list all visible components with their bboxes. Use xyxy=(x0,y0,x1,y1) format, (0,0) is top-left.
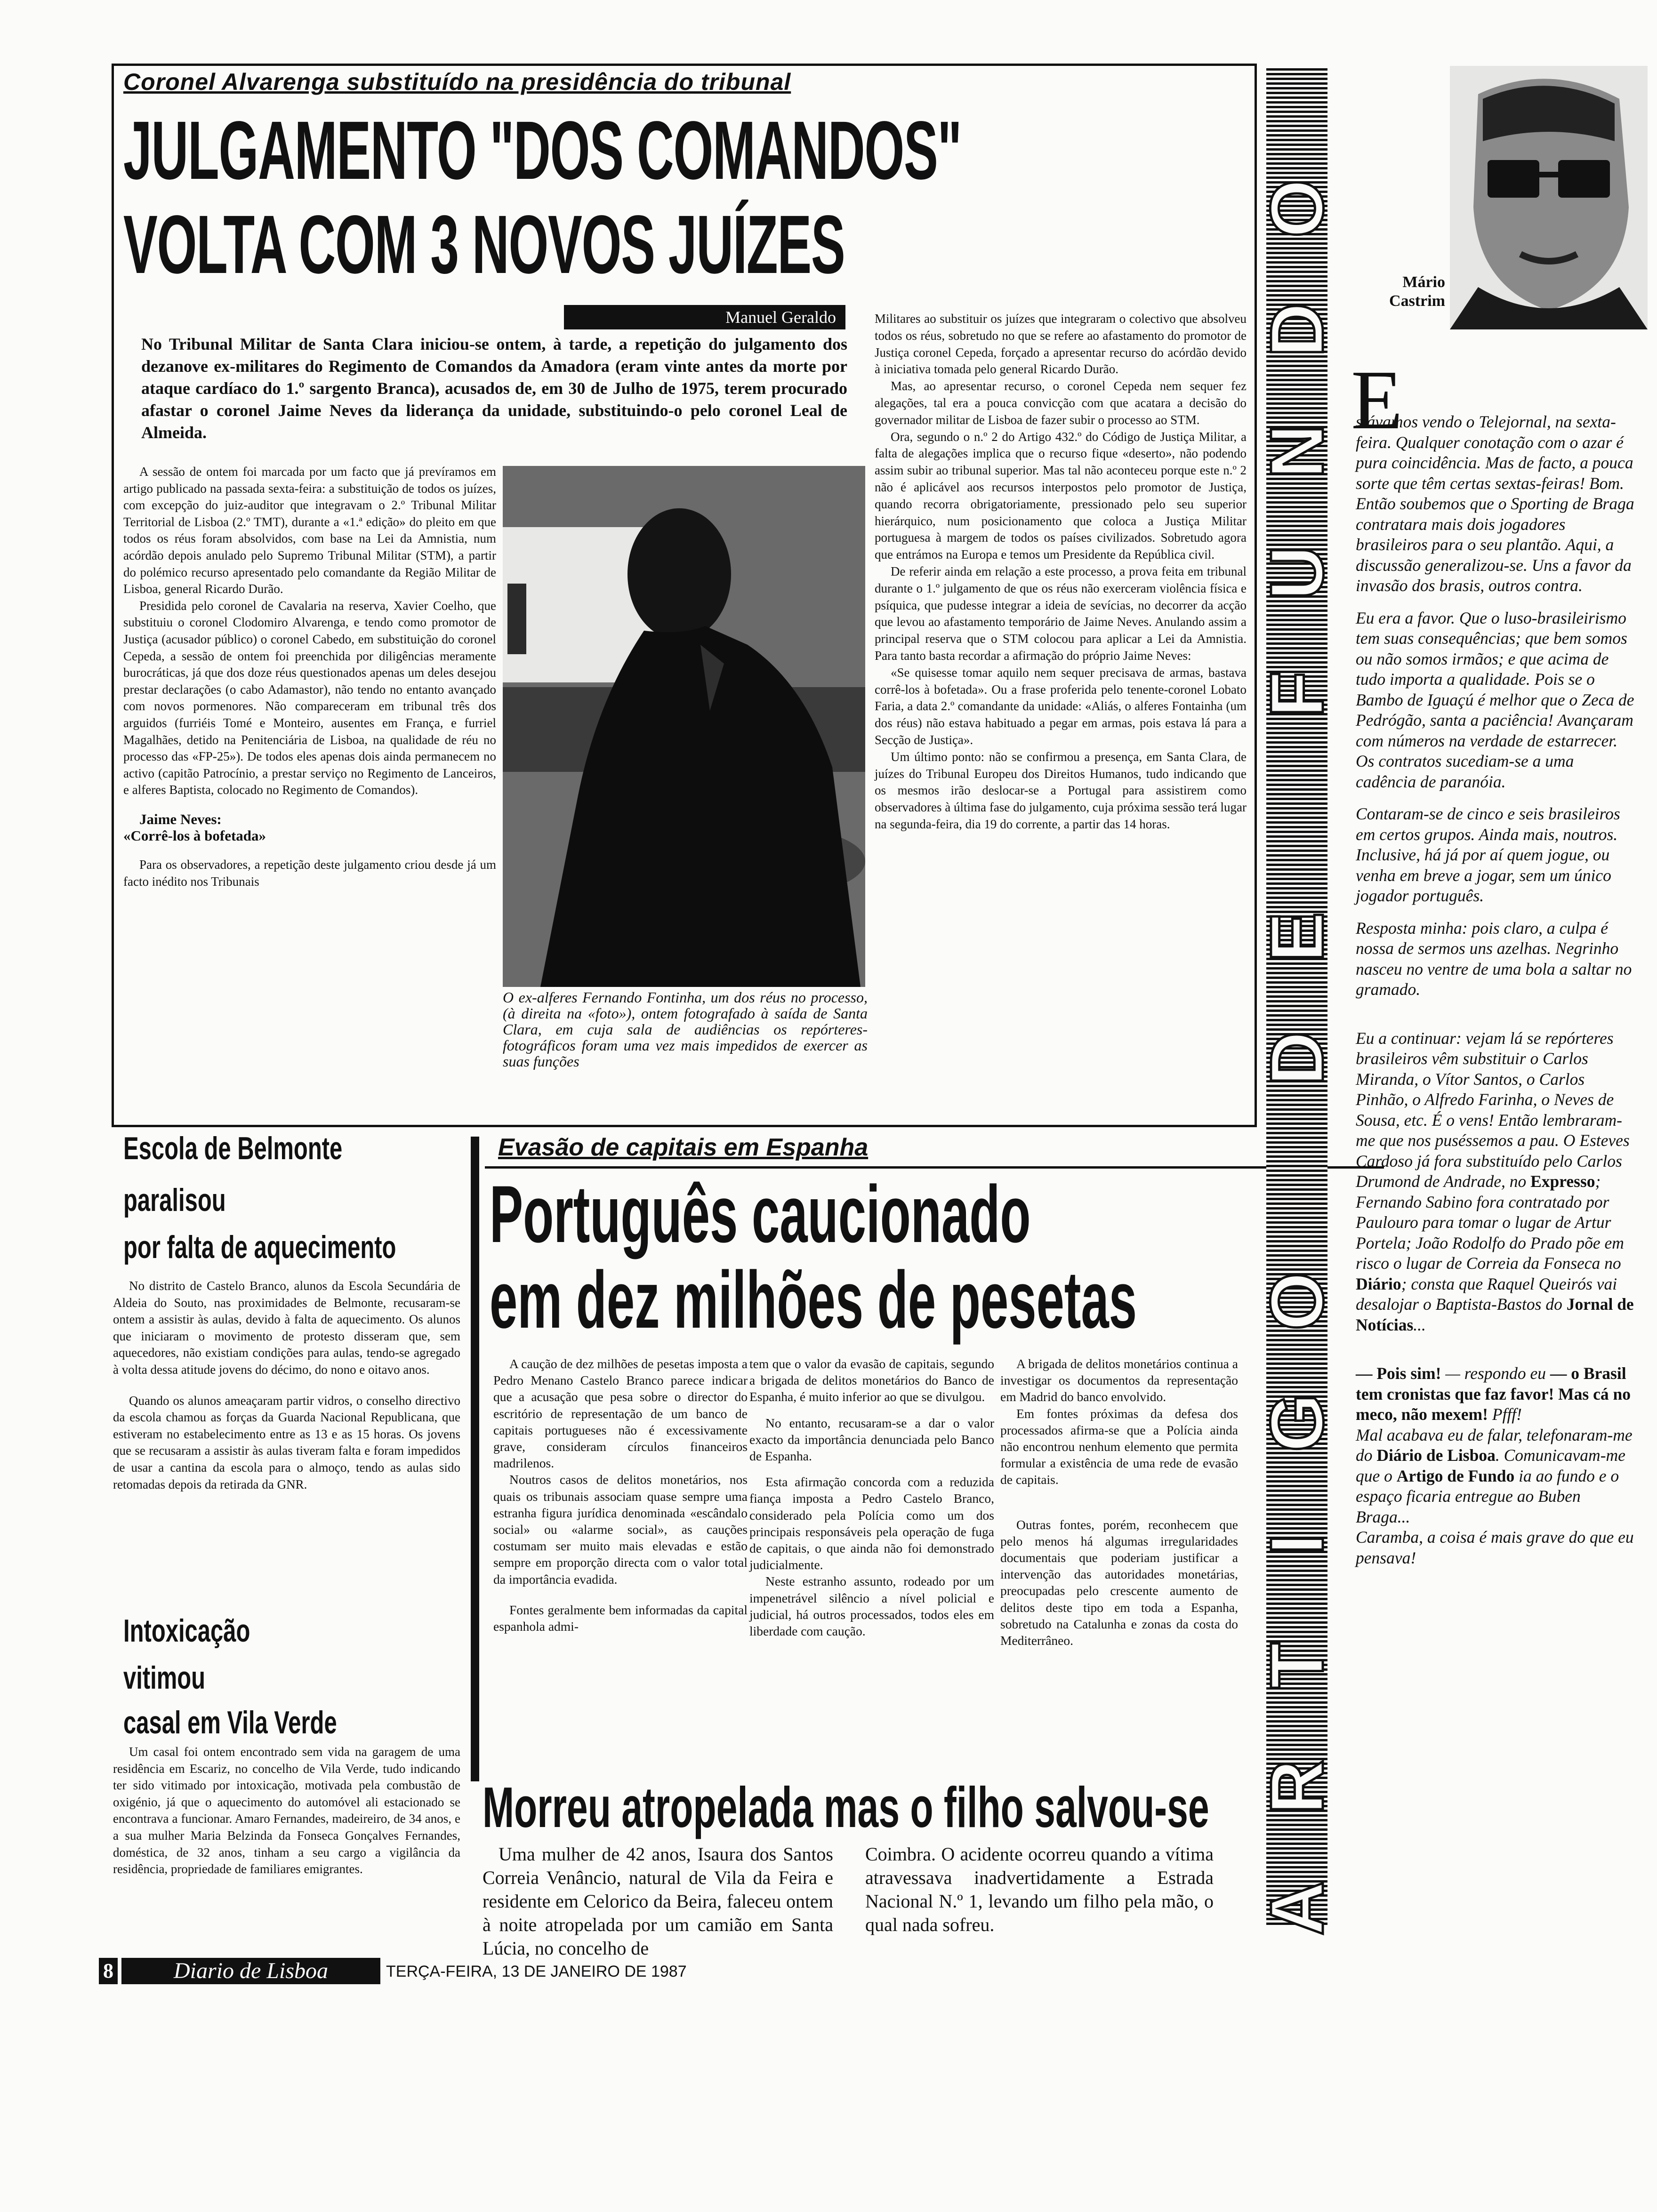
column-p6-a: — Pois sim! xyxy=(1356,1364,1441,1383)
pesetas-c2-p4: Neste estranho assunto, rodeado por um impenetrável silêncio a nível policial e judicial, há outros processados, todos eles em liberdade com caução. xyxy=(749,1574,994,1639)
column-p1 xyxy=(1351,353,1638,596)
main-col3-p4: De referir ainda em relação a este processo, a prova feita em tribunal durante o 1.º julgamento de que os réus não exerceram violência física e psíquica, que pudesse integrar a ideia de sevícias, no decorrer da acção que levou ao afastamento temporário de Jaime Neves. Anulando assim a principal reserva que o STM colocou para aplicar a Lei da Amnistia. Para tanto basta recordar a afirmação do próprio Jaime Neves: xyxy=(875,564,1247,663)
intox-body xyxy=(113,1744,460,1878)
column-p1-text: stávamos vendo o Telejornal, na sexta-feira. Qualquer conotação com o azar é pura coincidência. Mas de facto, a pouca sorte que têm certas sextas-feiras! Bom. Então soubemos que o Sporting de Braga contratara mais dois jogadores brasileiros para o seu plantão. Aqui, a discussão generalizou-se. Uns a favor da invasão dos brasis, outros contra. xyxy=(1356,412,1634,595)
main-col1-p2: Presidida pelo coronel de Cavalaria na reserva, Xavier Coelho, que substituiu o coronel Clodomiro Alvarenga, e tendo como promotor de Justiça (acusador público) o coronel Cabedo, em substituição do coronel Cepeda, a sessão de ontem foi preenchida por diligências meramente burocráticas, já que dos doze réus questionados apenas um deles desejou prestar declarações (o cabo Adamastor), não tendo no entanto avançado com novos pormenores. Não compareceram em tribunal três dos arguidos (furriéis Tomé e Monteiro, ausentes em França, e furriel Magalhães, detido na Penitenciária de Lisboa, na qualidade de réu no processo das «FP-25»). De todos eles apenas dois ainda permanecem no activo (capitão Patrocínio, a prestar serviço no Regimento de Lanceiros, e alferes Baptista, colocado no Regimento de Comandos). xyxy=(123,598,496,797)
main-col3-p6: Um último ponto: não se confirmou a presença, em Santa Clara, de juízes do Tribunal Europeu dos Direitos Humanos, tudo indicando que os mesmos irão deslocar-se a Portugal para assistirem como observadores à última fase do julgamento, cuja próxima sessão terá lugar na segunda-feira, dia 19 do corrente, a partir das 14 horas. xyxy=(875,749,1247,831)
main-col1-p3: Para os observadores, a repetição deste julgamento criou desde já um facto inédito nos Tribunais xyxy=(123,858,496,889)
column-p6-d: Pfff! xyxy=(1488,1405,1522,1424)
column-p6-c: — o Brasil tem cronistas que faz favor! Mas cá no meco, não mexem! xyxy=(1356,1364,1631,1424)
atropelada-col2: Coimbra. O acidente ocorreu quando a vítima atravessava inadvertidamente a Estrada Nacional N.º 1, levando um filho pela mão, o qual nada sofreu. xyxy=(865,1843,1214,1935)
belmonte-headline-2: paralisou xyxy=(123,1182,226,1218)
author-last-name: Castrim xyxy=(1389,292,1445,310)
author-name xyxy=(1389,273,1445,311)
pesetas-col3 xyxy=(1000,1355,1238,1649)
column-p7-dl: Diário de Lisboa xyxy=(1376,1446,1496,1465)
news-photo-figure xyxy=(503,466,865,987)
pesetas-c2-p2: No entanto, recusaram-se a dar o valor exacto da importância denunciada pelo Banco de Espanha. xyxy=(749,1415,994,1464)
pesetas-kicker: Evasão de capitais em Espanha xyxy=(498,1134,869,1161)
column-p5-e: ; consta que Raquel Queirós vai desalojar o Baptista-Bastos do xyxy=(1356,1274,1617,1314)
column-p7-af: Artigo de Fundo xyxy=(1396,1466,1515,1485)
pesetas-c1-p2: Noutros casos de delitos monetários, nos quais os tribunais associam quase sempre uma estranha figura jurídica denominada «escândalo social» ou «alarme social», as cauções costumam ser muito mais elevadas e estão sempre em proporção directa com o valor total da importância evadida. xyxy=(493,1472,748,1587)
vertical-title-letter: A xyxy=(1255,1881,1339,1936)
atropelada-col1: Uma mulher de 42 anos, Isaura dos Santos Correia Venâncio, natural de Vila da Feira e residente em Celorico da Beira, faleceu ontem à noite atropelada por um camião em Santa Lúcia, no concelho de xyxy=(483,1843,833,1959)
main-kicker: Coronel Alvarenga substituído na presidência do tribunal xyxy=(123,69,791,95)
column-p2: Eu era a favor. Que o luso-brasileirismo tem suas consequências; que bem somos ou não somos irmãos; e que acima de tudo importa a qualidade. Pois se o Bambo de Iguaçú é melhor que o Zeca de Pedrógão, santa a paciência! Avançaram com números na verdade de estarrecer. Os contratos sucediam-se a uma cadência de paranóia. xyxy=(1356,608,1634,791)
column-body xyxy=(1351,353,1638,1568)
main-col3-p1: Militares ao substituir os juízes que integraram o colectivo que absolveu todos os réus, sobretudo no que se refere ao afastamento do promotor de Justiça coronel Cepeda, forçado a apresentar recurso do acórdão devido à iniciativa tomada pelo general Ricardo Durão. xyxy=(875,312,1247,377)
column-p5 xyxy=(1356,1028,1638,1336)
pesetas-col2 xyxy=(749,1355,994,1639)
photo-caption: O ex-alferes Fernando Fontinha, um dos réus no processo, (à direita na «foto»), ontem fotografado à saída de Santa Clara, em cuja sala de audiências os repórteres-fotográficos foram uma vez mais impedidos de exercer as suas funções xyxy=(503,989,868,1070)
author-portrait xyxy=(1450,66,1648,329)
intox-headline-2: vitimou xyxy=(123,1660,206,1696)
vertical-title-letter xyxy=(1257,785,1337,846)
vertical-title-letter: E xyxy=(1255,912,1339,962)
author-first-name: Mário xyxy=(1402,273,1445,291)
atropelada-headline: Morreu atropelada mas o filho salvou-se xyxy=(483,1775,1209,1839)
column-p5-diario: Diário xyxy=(1356,1274,1401,1293)
pesetas-c2-p1: tem que o valor da evasão de capitais, segundo a brigada de delitos monetários do Banco de Espanha, é muito inferior ao que se divulgou. xyxy=(749,1356,994,1404)
belmonte-body xyxy=(113,1278,460,1493)
column-p6-b: — respondo eu xyxy=(1441,1364,1550,1383)
main-col1 xyxy=(123,464,496,890)
column-p8: Caramba, a coisa é mais grave do que eu pensava! xyxy=(1356,1528,1634,1567)
pesetas-headline-1: Português caucionado xyxy=(490,1169,1031,1259)
column-p5-c: ; Fernando Sabino fora contratado por Paulouro para tomar o lugar de Artur Portela; João Rodolfo do Prado põe em risco o lugar de Correia da Fonseca no xyxy=(1356,1172,1624,1273)
column-p4: Resposta minha: pois claro, a culpa é nossa de sermos uns azelhas. Negrinho nasceu no ventre de uma bola a saltar no gramado. xyxy=(1356,918,1632,999)
pesetas-c1-p1: A caução de dez milhões de pesetas imposta a Pedro Menano Castelo Branco parece indicar que a acusação que pesa sobre o director do escritório de representação de um banco de capitais portugueses não é excessivamente grave, consideram círculos financeiros madrilenos. xyxy=(493,1356,748,1471)
vertical-title-letter: D xyxy=(1255,303,1339,357)
vertical-title-letter: G xyxy=(1255,1393,1339,1452)
intox-headline-1: Intoxicação xyxy=(123,1613,250,1649)
main-headline-line2: VOLTA COM 3 NOVOS JUÍZES xyxy=(123,199,845,291)
pesetas-c1-p3: Fontes geralmente bem informadas da capital espanhola admi- xyxy=(493,1602,748,1634)
vertical-title-bar xyxy=(1255,66,1339,1936)
dropcap: E xyxy=(1351,353,1403,447)
main-col3-p5: «Se quisesse tomar aquilo nem sequer precisava de armas, bastava corrê-los à bofetada». Ou a frase proferida pelo tenente-coronel Lobato Faria, a data 2.º comandante da unidade: «Aliás, o alferes Fontainha (um dos réus) não estava habituado a pegar em armas, pois estava lá para a Secção de Justiça». xyxy=(875,665,1247,747)
column-p7 xyxy=(1356,1425,1638,1528)
belmonte-headline-1: Escola de Belmonte xyxy=(123,1130,343,1166)
pesetas-c3-p1: A brigada de delitos monetários continua a investigar os documentos da representação em Madrid do banco envolvido. xyxy=(1000,1356,1238,1404)
main-col3-p2: Mas, ao apresentar recurso, o coronel Cepeda nem sequer fez alegações, tal era a pouca convicção com que acatara a decisão do governador militar de Lisboa de fazer subir o processo ao STM. xyxy=(875,379,1247,427)
subhead-jaime-neves: Jaime Neves: xyxy=(139,810,222,827)
vertical-title-letter: F xyxy=(1255,671,1339,717)
main-lead: No Tribunal Militar de Santa Clara iniciou-se ontem, à tarde, a repetição do julgamento dos dezanove ex-militares do Regimento de Comandos da Amadora (eram vinte antes da morte por ataque cardíaco do 1.º sargento Branca), acusados de, em 30 de Julho de 1975, terem procurado afastar o coronel Jaime Neves da liderança da unidade, substituindo-o pelo coronel Leal de Almeida. xyxy=(141,335,847,442)
column-p6 xyxy=(1356,1363,1638,1425)
vertical-title-letter: D xyxy=(1255,1031,1339,1086)
masthead: Diario de Lisboa xyxy=(173,1958,329,1983)
pesetas-headline-2: em dez milhões de pesetas xyxy=(490,1255,1137,1345)
pesetas-kicker-rule xyxy=(485,1166,1384,1169)
vertical-title-letter: U xyxy=(1255,545,1339,600)
main-col3-p3: Ora, segundo o n.º 2 do Artigo 432.º do Código de Justiça Militar, a falta de alegações implica que o recurso fique «deserto», não podendo assim subir ao tribunal superior. Mas tal não aconteceu porque este n.º 2 não é aplicável aos recursos interpostos pelo promotor de Justiça, quando recorra obrigatoriamente, pressionado pelo seu superior hierárquico, num posicionamento que coloca a Justiça Militar portuguesa à margem de todos os países civilizados. Sobretudo agora que entrámos na Europa e temos um Presidente da República civil. xyxy=(875,429,1247,562)
pesetas-c3-p3: Outras fontes, porém, reconhecem que pelo menos há algumas irregularidades documentais que poderiam justificar a intervenção das autoridades monetárias, preocupadas pelo crescente aumento de delitos deste tipo em toda a Espanha, sobretudo na Catalunha e zonas da costa do Mediterrâneo. xyxy=(1000,1517,1238,1648)
vertical-title-letter xyxy=(1257,1149,1337,1210)
pesetas-c3-p2: Em fontes próximas da defesa dos processados afirma-se que a Polícia ainda não encontrou nenhum elemento que permita formular a existência de uma rede de evasão de capitais. xyxy=(1000,1406,1238,1487)
page-number: 8 xyxy=(99,1958,118,1984)
footer-date: TERÇA-FEIRA, 13 DE JANEIRO DE 1987 xyxy=(386,1963,687,1980)
column-p3: Contaram-se de cinco e seis brasileiros em certos grupos. Ainda mais, noutros. Inclusive, há já por aí quem jogue, ou venha em breve a jogar, sem um único jogador português. xyxy=(1356,804,1620,905)
intox-headline-3: casal em Vila Verde xyxy=(123,1705,337,1740)
pesetas-c2-p3: Esta afirmação concorda com a reduzida fiança imposta a Pedro Castelo Branco, considerado pela Polícia como um dos principais responsáveis pela operação de fuga de capitais, o que ainda não foi demonstrado judicialmente. xyxy=(749,1475,994,1572)
pesetas-col1 xyxy=(493,1355,748,1635)
pesetas-rule xyxy=(471,1137,479,1781)
subhead-correlos: «Corrê-los à bofetada» xyxy=(123,827,266,844)
belmonte-p2: Quando os alunos ameaçaram partir vidros, o conselho directivo da escola chamou as forças da Guarda Nacional Republicana, que estiveram no estabelecimento entre as 13 e as 15 horas. Os jovens que se recusaram a assistir às aulas tiveram falta e foram impedidos de usar a cantina da escola para o almoço, tendo as aulas sido retomadas depois da retirada da GNR. xyxy=(113,1393,460,1491)
main-headline-line1: JULGAMENTO "DOS COMANDOS" xyxy=(123,104,962,197)
vertical-title-letter: T xyxy=(1255,1643,1339,1689)
column-p7-c: . Comunicavam-me que o xyxy=(1356,1446,1625,1485)
vertical-title-letter: N xyxy=(1255,424,1339,479)
column-p7-e: ia ao fundo e o espaço ficaria entregue ao Buben Braga... xyxy=(1356,1466,1619,1526)
author-photo xyxy=(1450,66,1648,329)
belmonte-p1: No distrito de Castelo Branco, alunos da Escola Secundária de Aldeia do Souto, nas proximidades de Belmonte, recusaram-se ontem a assistir às aulas, devido à falta de aquecimento. Os alunos que iniciaram o movimento de protesto disseram que, sem aquecedores, não existiam condições para aulas, tendo-se agregado à volta dessa atitude jovens do décimo, do nono e oitavo anos. xyxy=(113,1279,460,1377)
byline-bar xyxy=(564,305,845,329)
column-p5-jn: Jornal de Notícias xyxy=(1356,1295,1634,1334)
masthead-bar xyxy=(121,1958,380,1984)
column-p5-a: Eu a continuar: vejam lá se repórteres brasileiros vêm substituir o Carlos Miranda, o Vítor Santos, o Carlos Pinhão, o Alfredo Farinha, o Neves de Sousa, etc. É o vens! Então lembraram-me que nos puséssemos a pau. O Esteves Cardoso já fora substituído pelo Carlos Drumond de Andrade, no xyxy=(1356,1028,1630,1191)
column-p5-g: ... xyxy=(1413,1315,1426,1334)
belmonte-headline-3: por falta de aquecimento xyxy=(123,1229,396,1265)
vertical-title-letter: O xyxy=(1255,1272,1339,1331)
page-footer xyxy=(99,1958,758,1986)
main-col1-p1: A sessão de ontem foi marcada por um facto que já prevíramos em artigo publicado na passada sexta-feira: a substituição de todos os juízes, com excepção do juiz-auditor que integravam o 2.º Tribunal Militar Territorial de Lisboa (2.º TMT), durante a «1.ª edição» do pleito em que todos os réus foram absolvidos, com base na Lei da Amnistia, num acórdão depois anulado pelo Supremo Tribunal Militar (STM), a partir do polémico recurso apresentado pelo comandante da Região Militar de Lisboa, general Ricardo Durão. xyxy=(123,465,496,596)
byline: Manuel Geraldo xyxy=(725,308,836,327)
vertical-title-letter: R xyxy=(1255,1760,1339,1814)
vertical-title-letter: O xyxy=(1255,179,1339,238)
main-col3 xyxy=(875,311,1247,833)
column-p7-a: Mal acabava eu de falar, telefonaram-me do xyxy=(1356,1425,1633,1465)
news-photo xyxy=(503,466,865,987)
vertical-title-letter: I xyxy=(1255,1533,1339,1555)
column-p5-expresso: Expresso xyxy=(1530,1172,1595,1191)
intox-p1: Um casal foi ontem encontrado sem vida na garagem de uma residência em Escariz, no concelho de Vila Verde, tudo indicando ter sido vitimado por intoxicação, motivada pela combustão de oxigénio, já que o aquecimento do automóvel ali estacionado se encontrava a funcionar. Amaro Fernandes, madeireiro, de 34 anos, e a sua mulher Maria Belzinda da Fonseca Gonçalves Fernandes, doméstica, de 32 anos, tinham a seu cargo a vigilância da residência, propriedade de familiares emigrantes. xyxy=(113,1745,460,1876)
